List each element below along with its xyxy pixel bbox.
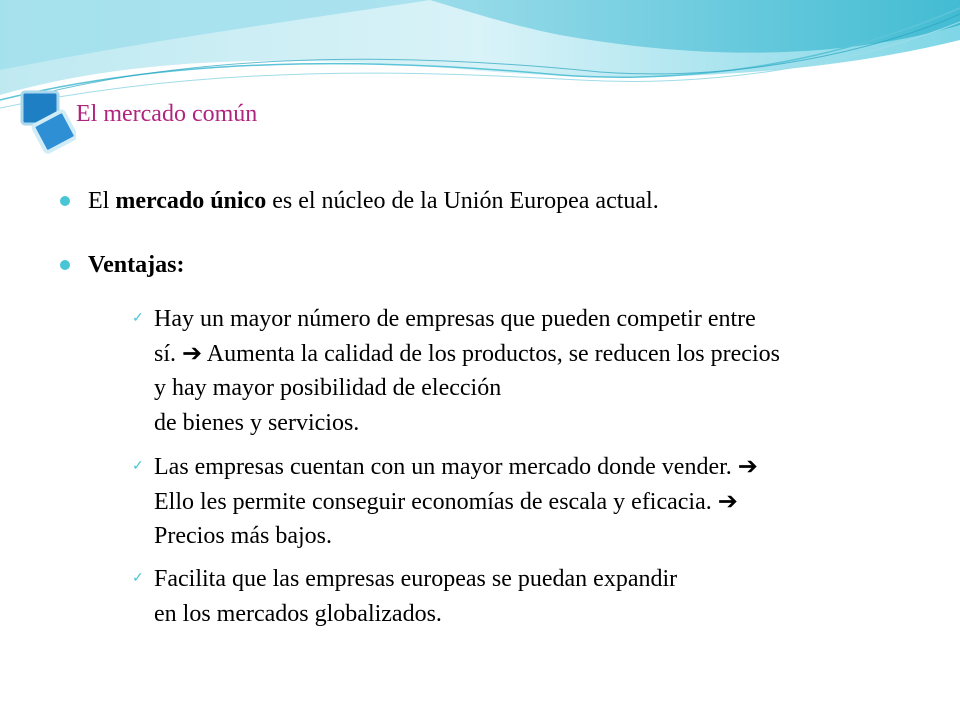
sub-item-text: Hay un mayor número de empresas que pueden competir entre sí. ➔ Aumenta la calidad de los productos, se reducen los precios y hay mayor posibilidad de elección de bienes y servicios. (154, 306, 780, 436)
bullet-dot-icon (60, 260, 70, 270)
overlapping-squares-logo-icon (16, 88, 76, 154)
bullet-item-mercado-unico (60, 184, 659, 218)
sub-item-text: Las empresas cuentan con un mayor mercado donde vender. ➔ Ello les permite conseguir economías de escala y eficacia. ➔ Precios más bajos. (154, 454, 758, 549)
checkmark-icon: ✓ (132, 311, 144, 326)
sub-item-text: Facilita que las empresas europeas se puedan expandir en los mercados globalizados. (154, 566, 678, 627)
sub-item-expansion (128, 562, 677, 631)
bullet-item-ventajas (60, 248, 184, 282)
checkmark-icon: ✓ (132, 459, 144, 474)
bullet-text: El mercado único es el núcleo de la Unión Europea actual. (88, 188, 659, 214)
sub-item-competencia (128, 302, 780, 440)
sub-item-mercado-mayor (128, 450, 758, 554)
slide-title: El mercado común (76, 101, 258, 127)
checkmark-icon: ✓ (132, 571, 144, 586)
bullet-dot-icon (60, 196, 70, 206)
bullet-text: Ventajas: (88, 252, 185, 278)
